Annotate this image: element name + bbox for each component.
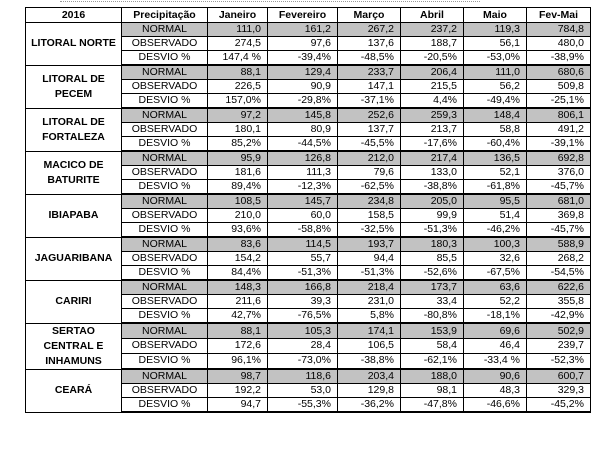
value-cell: 145,8 xyxy=(268,108,338,123)
value-cell: 111,0 xyxy=(464,65,527,80)
value-cell: -55,3% xyxy=(268,398,338,413)
value-cell: 147,1 xyxy=(338,80,401,94)
value-cell: 105,3 xyxy=(268,323,338,339)
table-row xyxy=(26,151,591,166)
row-label: DESVIO % xyxy=(122,223,208,238)
row-label: NORMAL xyxy=(122,237,208,252)
value-cell: -42,9% xyxy=(527,309,591,324)
header-maio: Maio xyxy=(464,8,527,23)
value-cell: 181,6 xyxy=(208,166,268,180)
value-cell: 806,1 xyxy=(527,108,591,123)
row-label: DESVIO % xyxy=(122,398,208,413)
value-cell: 161,2 xyxy=(268,23,338,37)
value-cell: 180,1 xyxy=(208,123,268,137)
value-cell: 355,8 xyxy=(527,295,591,309)
region-name: JAGUARIBANA xyxy=(26,237,122,280)
value-cell: -49,4% xyxy=(464,94,527,109)
value-cell: -60,4% xyxy=(464,137,527,152)
value-cell: 126,8 xyxy=(268,151,338,166)
value-cell: -39,1% xyxy=(527,137,591,152)
table-row xyxy=(26,65,591,80)
header-year: 2016 xyxy=(26,8,122,23)
value-cell: -45,5% xyxy=(338,137,401,152)
value-cell: 58,4 xyxy=(401,339,464,354)
value-cell: 55,7 xyxy=(268,252,338,266)
value-cell: 234,8 xyxy=(338,194,401,209)
value-cell: 237,2 xyxy=(401,23,464,37)
row-label: OBSERVADO xyxy=(122,295,208,309)
value-cell: 203,4 xyxy=(338,369,401,384)
value-cell: 157,0% xyxy=(208,94,268,109)
value-cell: 108,5 xyxy=(208,194,268,209)
table-row xyxy=(26,23,591,37)
header-abril: Abril xyxy=(401,8,464,23)
value-cell: -20,5% xyxy=(401,51,464,66)
value-cell: -38,8% xyxy=(401,180,464,195)
value-cell: -73,0% xyxy=(268,353,338,369)
value-cell: -58,8% xyxy=(268,223,338,238)
row-label: DESVIO % xyxy=(122,137,208,152)
value-cell: -51,3% xyxy=(268,266,338,281)
value-cell: 58,8 xyxy=(464,123,527,137)
value-cell: -18,1% xyxy=(464,309,527,324)
value-cell: 692,8 xyxy=(527,151,591,166)
value-cell: 4,4% xyxy=(401,94,464,109)
value-cell: 42,7% xyxy=(208,309,268,324)
row-label: OBSERVADO xyxy=(122,37,208,51)
value-cell: -36,2% xyxy=(338,398,401,413)
row-label: DESVIO % xyxy=(122,180,208,195)
region-name: LITORAL DE PECEM xyxy=(26,65,122,108)
value-cell: 231,0 xyxy=(338,295,401,309)
value-cell: 119,3 xyxy=(464,23,527,37)
value-cell: -32,5% xyxy=(338,223,401,238)
value-cell: -48,5% xyxy=(338,51,401,66)
value-cell: 94,4 xyxy=(338,252,401,266)
row-label: OBSERVADO xyxy=(122,384,208,398)
value-cell: 106,5 xyxy=(338,339,401,354)
value-cell: -62,5% xyxy=(338,180,401,195)
value-cell: 85,2% xyxy=(208,137,268,152)
value-cell: 259,3 xyxy=(401,108,464,123)
value-cell: -47,8% xyxy=(401,398,464,413)
value-cell: -45,7% xyxy=(527,223,591,238)
value-cell: 268,2 xyxy=(527,252,591,266)
value-cell: 5,8% xyxy=(338,309,401,324)
value-cell: 80,9 xyxy=(268,123,338,137)
table-body xyxy=(26,23,591,413)
value-cell: 79,6 xyxy=(338,166,401,180)
value-cell: -37,1% xyxy=(338,94,401,109)
value-cell: 192,2 xyxy=(208,384,268,398)
value-cell: 90,6 xyxy=(464,369,527,384)
header-fev-mai: Fev-Mai xyxy=(527,8,591,23)
value-cell: 267,2 xyxy=(338,23,401,37)
value-cell: 212,0 xyxy=(338,151,401,166)
value-cell: 48,3 xyxy=(464,384,527,398)
value-cell: -67,5% xyxy=(464,266,527,281)
value-cell: -46,6% xyxy=(464,398,527,413)
value-cell: -44,5% xyxy=(268,137,338,152)
value-cell: -25,1% xyxy=(527,94,591,109)
row-label: DESVIO % xyxy=(122,51,208,66)
value-cell: 32,6 xyxy=(464,252,527,266)
precipitation-table xyxy=(25,7,591,413)
value-cell: 95,5 xyxy=(464,194,527,209)
region-name: CARIRI xyxy=(26,280,122,323)
table-row xyxy=(26,237,591,252)
value-cell: 46,4 xyxy=(464,339,527,354)
value-cell: 137,7 xyxy=(338,123,401,137)
value-cell: 680,6 xyxy=(527,65,591,80)
value-cell: 148,3 xyxy=(208,280,268,295)
value-cell: 63,6 xyxy=(464,280,527,295)
value-cell: 158,5 xyxy=(338,209,401,223)
table-row xyxy=(26,194,591,209)
value-cell: -52,6% xyxy=(401,266,464,281)
value-cell: 622,6 xyxy=(527,280,591,295)
value-cell: 88,1 xyxy=(208,65,268,80)
row-label: DESVIO % xyxy=(122,309,208,324)
value-cell: -51,3% xyxy=(401,223,464,238)
value-cell: 252,6 xyxy=(338,108,401,123)
row-label: OBSERVADO xyxy=(122,123,208,137)
value-cell: 588,9 xyxy=(527,237,591,252)
value-cell: 60,0 xyxy=(268,209,338,223)
value-cell: 491,2 xyxy=(527,123,591,137)
value-cell: 98,1 xyxy=(401,384,464,398)
value-cell: 89,4% xyxy=(208,180,268,195)
row-label: OBSERVADO xyxy=(122,166,208,180)
value-cell: 205,0 xyxy=(401,194,464,209)
value-cell: 239,7 xyxy=(527,339,591,354)
value-cell: 509,8 xyxy=(527,80,591,94)
value-cell: -38,8% xyxy=(338,353,401,369)
value-cell: 136,5 xyxy=(464,151,527,166)
value-cell: 154,2 xyxy=(208,252,268,266)
value-cell: 114,5 xyxy=(268,237,338,252)
row-label: NORMAL xyxy=(122,108,208,123)
value-cell: 147,4 % xyxy=(208,51,268,66)
value-cell: 53,0 xyxy=(268,384,338,398)
value-cell: -80,8% xyxy=(401,309,464,324)
region-name: SERTAO CENTRAL E INHAMUNS xyxy=(26,323,122,369)
value-cell: 129,4 xyxy=(268,65,338,80)
value-cell: -52,3% xyxy=(527,353,591,369)
value-cell: 96,1% xyxy=(208,353,268,369)
value-cell: 600,7 xyxy=(527,369,591,384)
value-cell: 211,6 xyxy=(208,295,268,309)
value-cell: 226,5 xyxy=(208,80,268,94)
value-cell: 502,9 xyxy=(527,323,591,339)
value-cell: -29,8% xyxy=(268,94,338,109)
value-cell: 681,0 xyxy=(527,194,591,209)
value-cell: 480,0 xyxy=(527,37,591,51)
row-label: NORMAL xyxy=(122,280,208,295)
row-label: OBSERVADO xyxy=(122,252,208,266)
value-cell: -45,2% xyxy=(527,398,591,413)
value-cell: -61,8% xyxy=(464,180,527,195)
region-name: CEARÁ xyxy=(26,369,122,412)
value-cell: 166,8 xyxy=(268,280,338,295)
value-cell: 118,6 xyxy=(268,369,338,384)
region-name: IBIAPABA xyxy=(26,194,122,237)
row-label: DESVIO % xyxy=(122,353,208,369)
value-cell: 52,2 xyxy=(464,295,527,309)
header-fevereiro: Fevereiro xyxy=(268,8,338,23)
value-cell: 180,3 xyxy=(401,237,464,252)
value-cell: 97,6 xyxy=(268,37,338,51)
value-cell: -39,4% xyxy=(268,51,338,66)
value-cell: 173,7 xyxy=(401,280,464,295)
row-label: NORMAL xyxy=(122,194,208,209)
header-precipitacao: Precipitação xyxy=(122,8,208,23)
value-cell: 95,9 xyxy=(208,151,268,166)
value-cell: 210,0 xyxy=(208,209,268,223)
value-cell: 329,3 xyxy=(527,384,591,398)
row-label: NORMAL xyxy=(122,23,208,37)
table-row xyxy=(26,369,591,384)
value-cell: 100,3 xyxy=(464,237,527,252)
value-cell: -76,5% xyxy=(268,309,338,324)
table-row xyxy=(26,323,591,339)
row-label: NORMAL xyxy=(122,65,208,80)
value-cell: 193,7 xyxy=(338,237,401,252)
row-label: NORMAL xyxy=(122,323,208,339)
value-cell: 94,7 xyxy=(208,398,268,413)
row-label: DESVIO % xyxy=(122,94,208,109)
value-cell: -62,1% xyxy=(401,353,464,369)
value-cell: 93,6% xyxy=(208,223,268,238)
row-label: OBSERVADO xyxy=(122,209,208,223)
value-cell: 174,1 xyxy=(338,323,401,339)
value-cell: 133,0 xyxy=(401,166,464,180)
region-name: LITORAL DE FORTALEZA xyxy=(26,108,122,151)
value-cell: 153,9 xyxy=(401,323,464,339)
value-cell: 111,3 xyxy=(268,166,338,180)
value-cell: 188,7 xyxy=(401,37,464,51)
value-cell: 233,7 xyxy=(338,65,401,80)
table-row xyxy=(26,108,591,123)
value-cell: 215,5 xyxy=(401,80,464,94)
table-row xyxy=(26,280,591,295)
value-cell: -33,4 % xyxy=(464,353,527,369)
row-label: DESVIO % xyxy=(122,266,208,281)
region-name: LITORAL NORTE xyxy=(26,23,122,66)
row-label: OBSERVADO xyxy=(122,80,208,94)
value-cell: 97,2 xyxy=(208,108,268,123)
value-cell: 51,4 xyxy=(464,209,527,223)
value-cell: 111,0 xyxy=(208,23,268,37)
value-cell: -54,5% xyxy=(527,266,591,281)
value-cell: -45,7% xyxy=(527,180,591,195)
value-cell: 376,0 xyxy=(527,166,591,180)
value-cell: 137,6 xyxy=(338,37,401,51)
value-cell: 369,8 xyxy=(527,209,591,223)
value-cell: 172,6 xyxy=(208,339,268,354)
row-label: NORMAL xyxy=(122,151,208,166)
row-label: NORMAL xyxy=(122,369,208,384)
value-cell: 90,9 xyxy=(268,80,338,94)
value-cell: 218,4 xyxy=(338,280,401,295)
value-cell: 274,5 xyxy=(208,37,268,51)
value-cell: 99,9 xyxy=(401,209,464,223)
value-cell: 145,7 xyxy=(268,194,338,209)
value-cell: 188,0 xyxy=(401,369,464,384)
row-label: OBSERVADO xyxy=(122,339,208,354)
value-cell: -38,9% xyxy=(527,51,591,66)
cropped-caption-strip xyxy=(0,0,600,6)
value-cell: -17,6% xyxy=(401,137,464,152)
header-janeiro: Janeiro xyxy=(208,8,268,23)
value-cell: -51,3% xyxy=(338,266,401,281)
value-cell: 98,7 xyxy=(208,369,268,384)
value-cell: 213,7 xyxy=(401,123,464,137)
value-cell: 217,4 xyxy=(401,151,464,166)
value-cell: 33,4 xyxy=(401,295,464,309)
value-cell: 85,5 xyxy=(401,252,464,266)
region-name: MACICO DE BATURITE xyxy=(26,151,122,194)
value-cell: 39,3 xyxy=(268,295,338,309)
value-cell: 784,8 xyxy=(527,23,591,37)
header-row xyxy=(26,8,591,23)
value-cell: 83,6 xyxy=(208,237,268,252)
value-cell: 206,4 xyxy=(401,65,464,80)
value-cell: 56,2 xyxy=(464,80,527,94)
value-cell: 69,6 xyxy=(464,323,527,339)
header-marco: Março xyxy=(338,8,401,23)
value-cell: -53,0% xyxy=(464,51,527,66)
value-cell: 28,4 xyxy=(268,339,338,354)
value-cell: -46,2% xyxy=(464,223,527,238)
value-cell: 129,8 xyxy=(338,384,401,398)
value-cell: 148,4 xyxy=(464,108,527,123)
value-cell: 88,1 xyxy=(208,323,268,339)
value-cell: 52,1 xyxy=(464,166,527,180)
value-cell: -12,3% xyxy=(268,180,338,195)
value-cell: 84,4% xyxy=(208,266,268,281)
value-cell: 56,1 xyxy=(464,37,527,51)
